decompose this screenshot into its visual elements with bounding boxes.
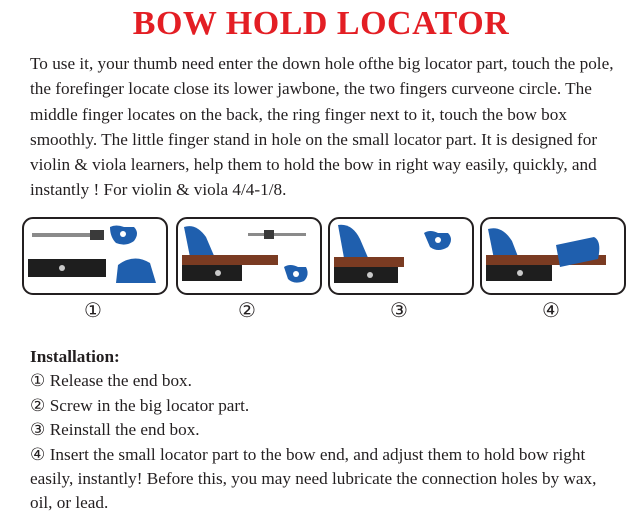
screw-rod — [32, 233, 92, 237]
bow-stick — [182, 255, 278, 265]
step-2-illustration — [178, 219, 320, 293]
screw-head — [264, 230, 274, 239]
step-3-image — [328, 217, 474, 295]
step-4-illustration — [482, 219, 624, 293]
step-2-number: ② — [238, 300, 256, 322]
installation-section — [30, 345, 615, 516]
installation-step-1: ① Release the end box. — [30, 371, 192, 391]
step-1-number: ① — [84, 300, 102, 322]
intro-paragraph: To use it, your thumb need enter the down hole ofthe big locator part, touch the pole, the forefinger locate close its lower jawbone, the two fingers curveone circle. The middle finger locates on the back, the ring finger next to it, touch the bow box smoothly. The little finger stand in hole on the small locator part. It is designed for violin & viola learners, help them to hold the bow in right way easily, quickly, and instantly ! For violin & viola 4/4-1/8. — [30, 54, 614, 200]
big-locator-part — [116, 258, 156, 283]
installation-step-4: ④ Insert the small locator part to the bow end, and adjust them to hold bow right easily, instantly! Before this, you may need lubricate the connection holes by wax, oil, or lead. — [30, 444, 597, 513]
bow-frog — [28, 259, 106, 277]
screw-rod — [248, 233, 306, 236]
bow-frog — [182, 265, 242, 281]
step-1-illustration — [24, 219, 166, 293]
screw-head — [90, 230, 104, 240]
installation-heading: Installation: — [30, 347, 120, 366]
bow-frog — [334, 267, 398, 283]
step-4-number: ④ — [542, 300, 560, 322]
step-2-image — [176, 217, 322, 295]
step-4-image — [480, 217, 626, 295]
bow-stick — [334, 257, 404, 267]
step-3-number: ③ — [390, 300, 408, 322]
installation-step-3: ③ Reinstall the end box. — [30, 420, 200, 440]
step-1-image — [22, 217, 168, 295]
installation-step-2: ② Screw in the big locator part. — [30, 395, 250, 415]
page-title: BOW HOLD LOCATOR — [132, 5, 510, 42]
step-3-illustration — [330, 219, 472, 293]
